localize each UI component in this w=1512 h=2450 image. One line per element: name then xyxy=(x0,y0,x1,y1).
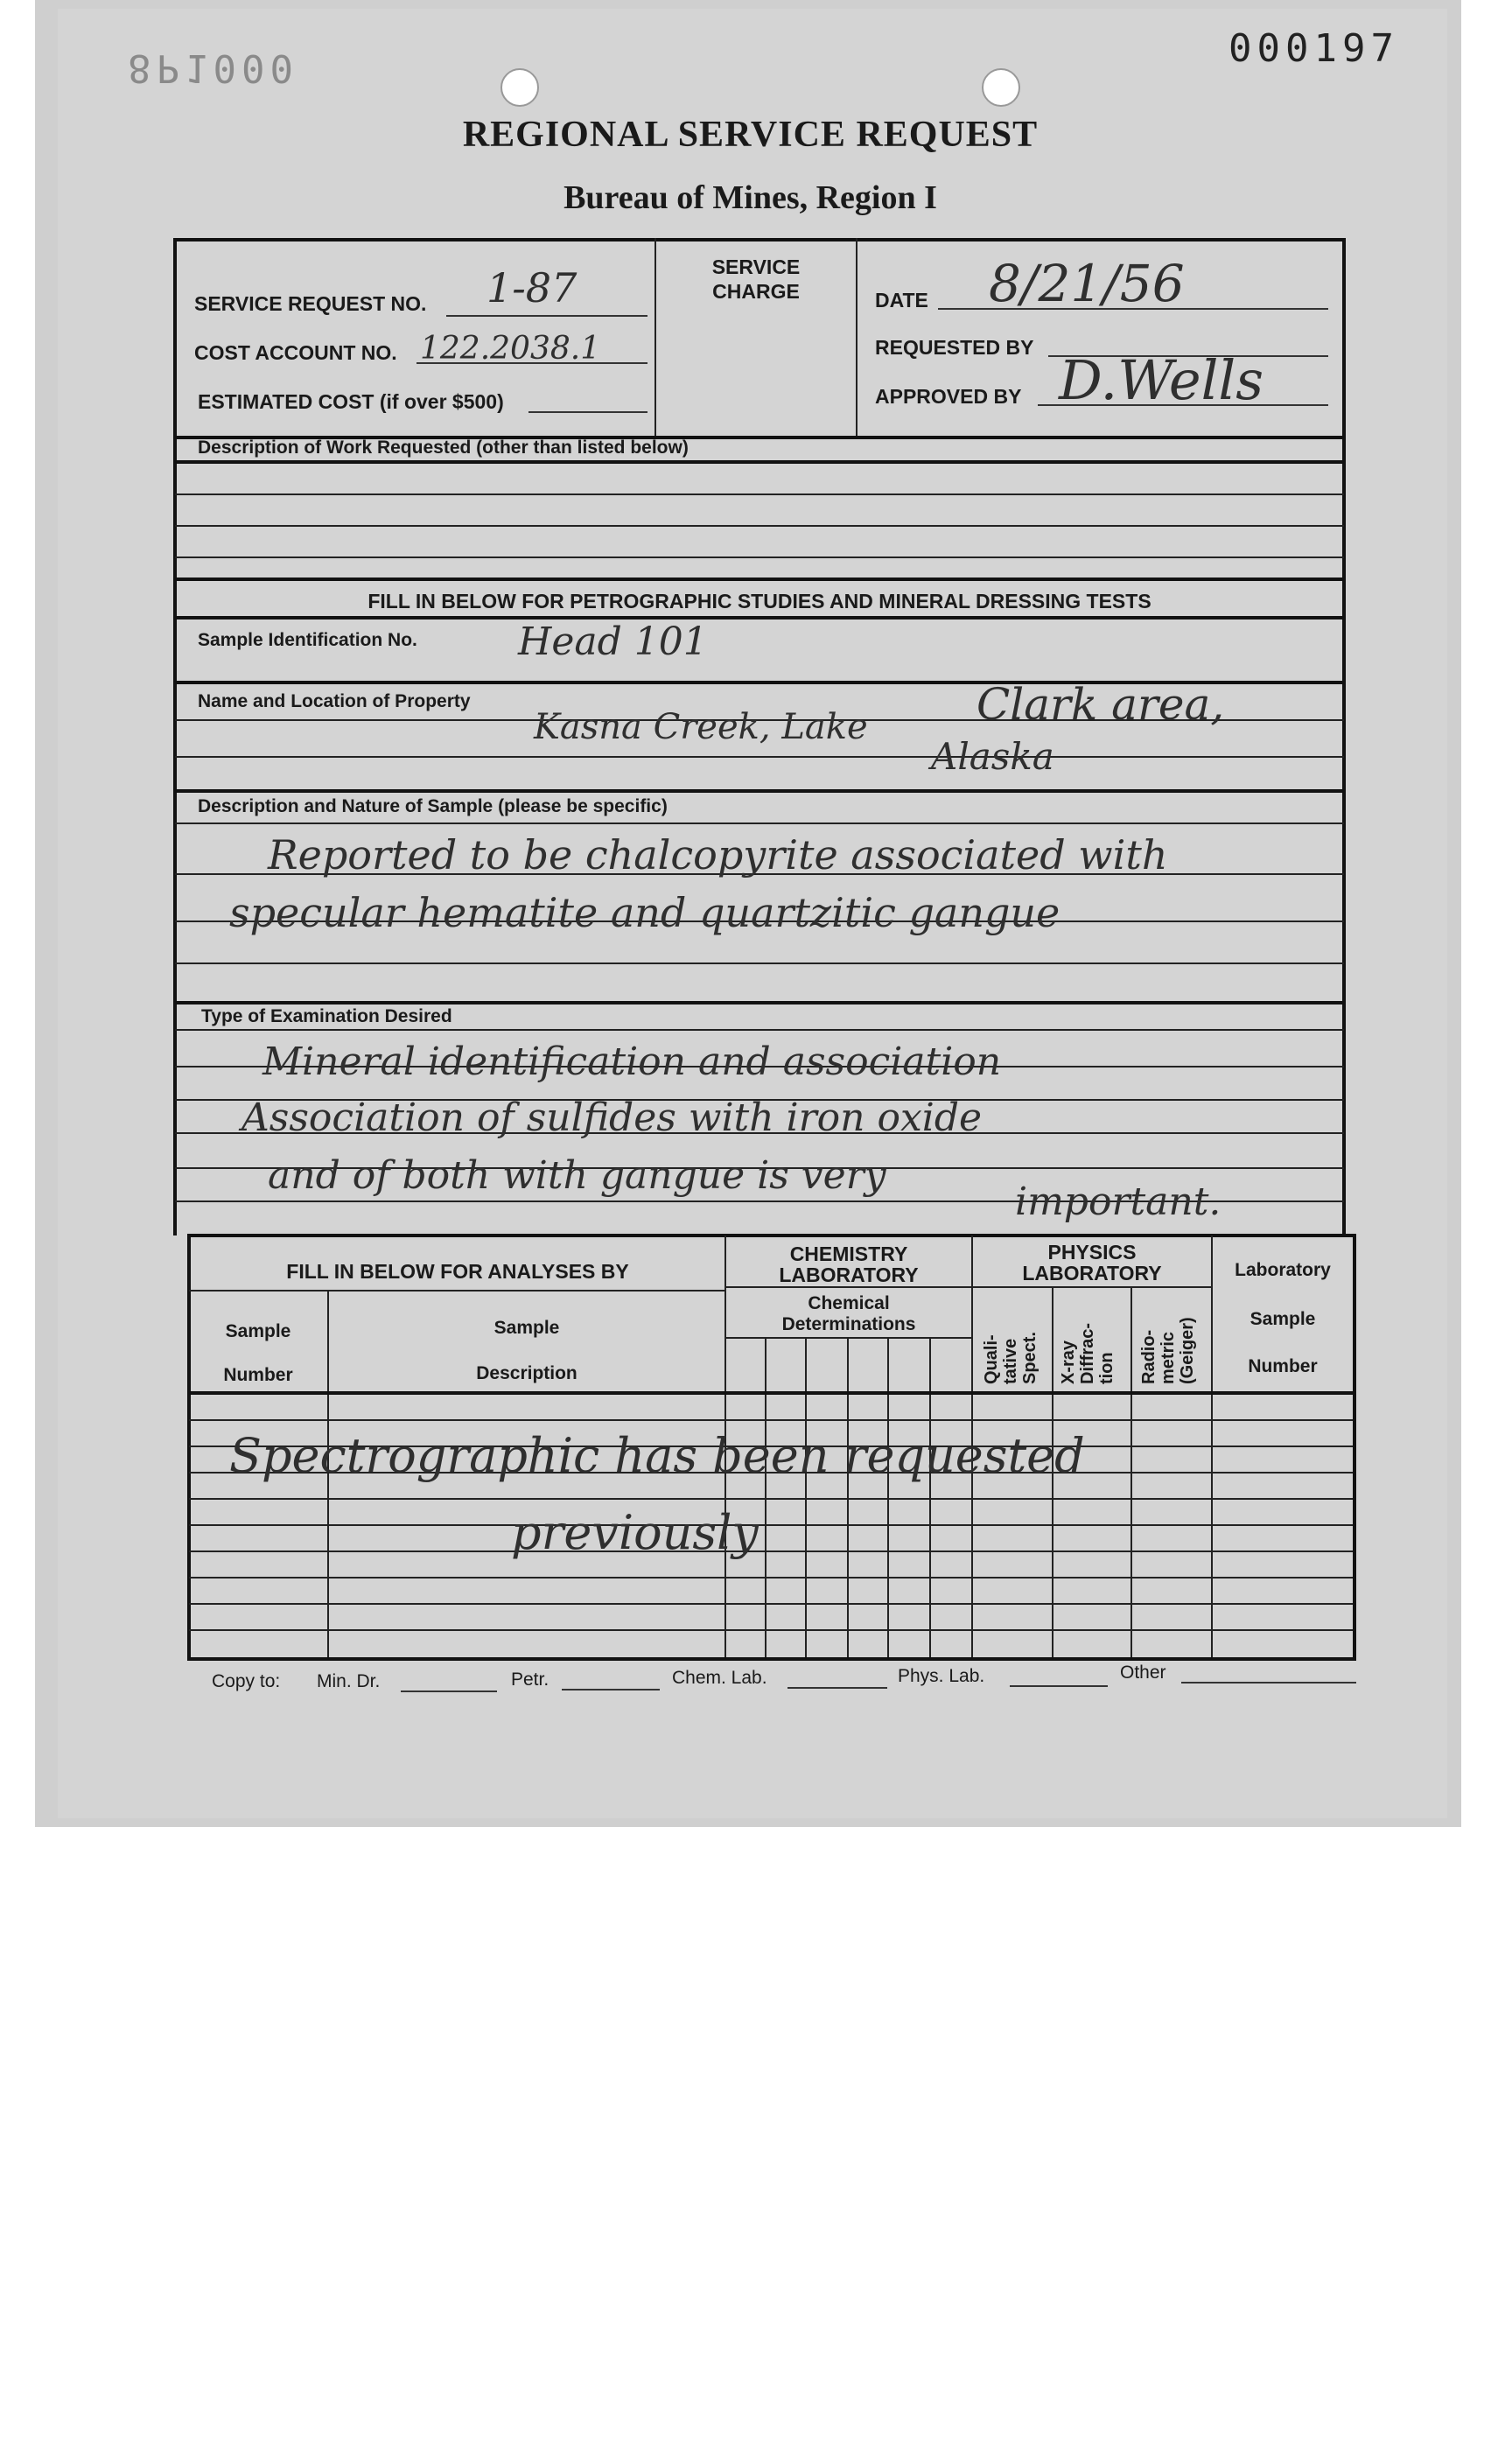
property-line-2 xyxy=(175,756,1344,758)
chem-det-label-1: Chemical xyxy=(808,1293,890,1313)
copy-phys-lab-label: Phys. Lab. xyxy=(898,1666,985,1686)
chem-subcol-3 xyxy=(847,1337,849,1657)
analyses-heading-rule xyxy=(189,1290,726,1292)
service-charge-label-2: CHARGE xyxy=(712,280,800,303)
exam-value-line-2: Association of sulfides with iron oxide xyxy=(242,1096,983,1140)
col-radiometric-geiger: Radio-metric (Geiger) xyxy=(1139,1317,1197,1384)
copy-other-line xyxy=(1181,1682,1356,1684)
analyses-top-border xyxy=(187,1234,1356,1237)
sample-id-label: Sample Identification No. xyxy=(198,630,417,650)
phys-lab-label-1: PHYSICS xyxy=(1047,1241,1137,1264)
sample-nature-line-1: Reported to be chalcopyrite associated with xyxy=(268,831,1168,878)
chem-subcol-2 xyxy=(805,1337,807,1657)
work-line-3 xyxy=(175,556,1344,558)
sample-description-label-2: Description xyxy=(476,1363,578,1383)
sample-nature-line-2: specular hematite and quartzitic gangue xyxy=(229,889,1060,936)
exam-value-line-4: important. xyxy=(1015,1180,1222,1224)
petrographic-heading: FILL IN BELOW FOR PETROGRAPHIC STUDIES AND MINERAL DRESSING TESTS xyxy=(368,590,1152,612)
analyses-row-line-4 xyxy=(189,1498,1353,1500)
analyses-note-line-1: Spectrographic has been requested xyxy=(229,1428,1085,1483)
approved-by-signature: D.Wells xyxy=(1059,348,1264,412)
property-value-line-2: Kasna Creek, Lake xyxy=(534,707,868,747)
copy-to-label: Copy to: xyxy=(212,1671,281,1691)
requested-by-label: REQUESTED BY xyxy=(875,336,1034,359)
copy-min-dr-label: Min. Dr. xyxy=(317,1671,381,1691)
service-charge-label-1: SERVICE xyxy=(711,256,801,278)
property-label: Name and Location of Property xyxy=(198,691,471,711)
stamp-top-left: 8P1000 xyxy=(128,46,298,90)
frame-left-border xyxy=(173,238,177,1236)
analyses-row-line-1 xyxy=(189,1419,1353,1421)
copy-phys-lab-line xyxy=(1010,1685,1108,1687)
copy-petr-label: Petr. xyxy=(511,1670,550,1690)
frame-right-border xyxy=(1342,238,1346,1236)
analyses-bottom-border xyxy=(187,1657,1356,1661)
work-line-1 xyxy=(175,494,1344,495)
estimated-cost-label: ESTIMATED COST (if over $500) xyxy=(198,390,504,413)
lab-sample-label-2: Sample xyxy=(1250,1309,1316,1329)
analyses-right-border xyxy=(1353,1234,1356,1659)
sample-number-label-2: Number xyxy=(223,1365,293,1385)
property-value-line-3: Alaska xyxy=(931,735,1054,778)
nature-line-1 xyxy=(175,822,1344,824)
cost-account-no-label: COST ACCOUNT NO. xyxy=(194,341,397,364)
property-value-line-1: Clark area, xyxy=(976,679,1225,730)
analyses-header-bottom xyxy=(187,1391,1356,1395)
chem-subcol-1 xyxy=(765,1337,766,1657)
divider-service-charge-right xyxy=(856,238,858,438)
analyses-row-line-8 xyxy=(189,1603,1353,1605)
estimated-cost-line xyxy=(528,411,648,413)
chem-subcol-4 xyxy=(887,1337,889,1657)
chem-subcol-5 xyxy=(929,1337,931,1657)
form-subtitle: Bureau of Mines, Region I xyxy=(564,179,937,216)
chem-lab-label-2: LABORATORY xyxy=(779,1264,919,1286)
date-label: DATE xyxy=(875,289,928,312)
punch-hole-right xyxy=(982,68,1020,107)
approved-by-label: APPROVED BY xyxy=(875,385,1022,408)
divider-exam-type-top xyxy=(173,1001,1346,1004)
service-request-no-line xyxy=(446,315,648,317)
phys-lab-label-2: LABORATORY xyxy=(1022,1262,1162,1284)
service-request-no-label: SERVICE REQUEST NO. xyxy=(194,292,427,315)
lab-sample-label-3: Number xyxy=(1248,1356,1318,1376)
copy-other-label: Other xyxy=(1120,1662,1166,1683)
divider-sample-id-top xyxy=(173,616,1346,620)
exam-type-label: Type of Examination Desired xyxy=(201,1006,452,1026)
copy-chem-lab-line xyxy=(788,1687,887,1689)
analyses-row-line-9 xyxy=(189,1629,1353,1631)
form-title: REGIONAL SERVICE REQUEST xyxy=(462,115,1039,155)
sample-number-label-1: Sample xyxy=(225,1321,291,1341)
divider-sample-nature-top xyxy=(173,789,1346,793)
divider-petrographic-top xyxy=(173,578,1346,581)
divider-description-bottom xyxy=(173,460,1346,464)
analyses-heading: FILL IN BELOW FOR ANALYSES BY xyxy=(286,1260,629,1283)
date-value: 8/21/56 xyxy=(989,254,1185,313)
copy-petr-line xyxy=(562,1689,660,1690)
analyses-row-line-6 xyxy=(189,1550,1353,1552)
chem-lab-label-1: CHEMISTRY xyxy=(789,1242,908,1265)
lab-sample-label-1: Laboratory xyxy=(1235,1260,1331,1280)
frame-top-border xyxy=(173,238,1346,242)
analyses-note-line-2: previously xyxy=(511,1505,759,1560)
exam-value-line-3: and of both with gangue is very xyxy=(268,1153,886,1198)
chem-lab-rule xyxy=(726,1286,971,1288)
exam-line-1 xyxy=(175,1029,1344,1031)
work-description-label: Description of Work Requested (other than listed below) xyxy=(198,438,689,458)
analyses-row-line-7 xyxy=(189,1577,1353,1578)
stamp-top-right: 000197 xyxy=(1228,26,1399,71)
sample-id-value: Head 101 xyxy=(518,620,708,664)
work-line-2 xyxy=(175,525,1344,527)
analyses-row-line-5 xyxy=(189,1524,1353,1526)
chem-det-label-2: Determinations xyxy=(781,1314,916,1334)
copy-min-dr-line xyxy=(401,1690,497,1692)
copy-chem-lab-label: Chem. Lab. xyxy=(672,1668,767,1688)
punch-hole-left xyxy=(500,68,539,107)
col-qualitative-spect: Quali-tative Spect. xyxy=(982,1331,1040,1384)
phys-lab-rule xyxy=(973,1286,1211,1288)
col-xray-diffraction: X-ray Diffrac-tion xyxy=(1059,1322,1116,1384)
cost-account-no-value: 122.2038.1 xyxy=(420,331,601,367)
sample-description-label-1: Sample xyxy=(494,1318,560,1338)
service-request-no-value: 1-87 xyxy=(486,264,578,312)
chem-det-rule xyxy=(726,1337,971,1339)
exam-value-line-1: Mineral identification and association xyxy=(262,1040,1002,1084)
nature-line-4 xyxy=(175,962,1344,964)
sample-nature-label: Description and Nature of Sample (please be specific) xyxy=(198,796,668,816)
